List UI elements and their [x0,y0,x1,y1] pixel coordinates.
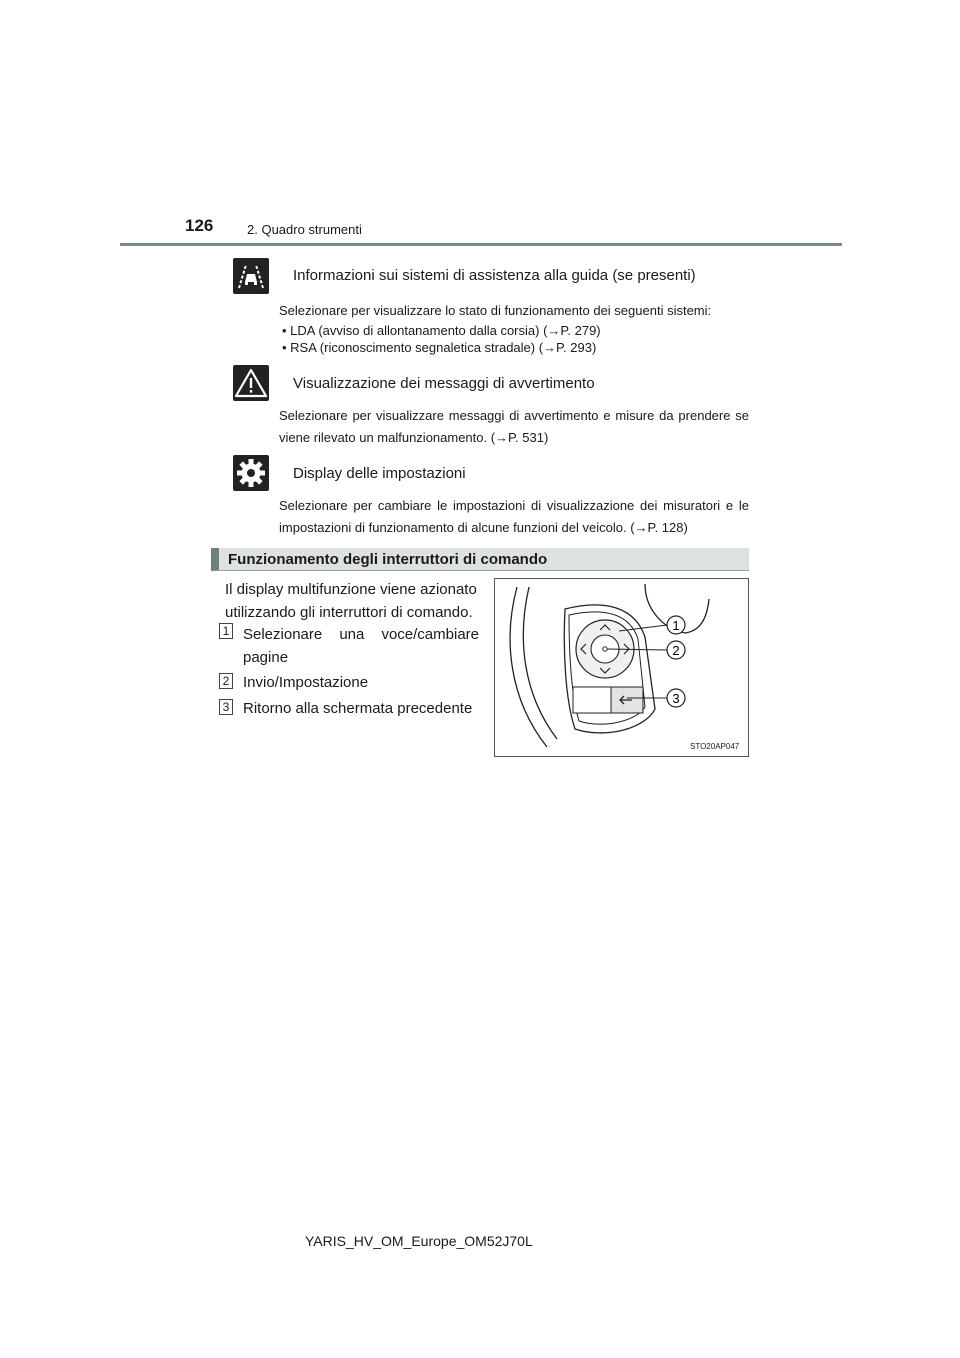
figure-code: STO20AP047 [690,742,740,751]
step-number-badge: 3 [219,699,233,715]
section-heading [211,548,749,571]
steering-switch-illustration [494,578,749,757]
footer-doc-id: YARIS_HV_OM_Europe_OM52J70L [305,1233,533,1249]
section-title: 2. Quadro strumenti [247,222,362,237]
driving-assist-icon [233,258,269,294]
warning-triangle-icon [233,365,269,401]
intro-text: Il display multifunzione viene azionato utilizzando gli interruttori di comando. [225,581,477,621]
item-desc-settings: Selezionare per cambiare le impostazioni di visualizzazione dei misuratori e le impostazioni di funzionamento di alcune funzioni del veicolo. (→P. 128) [279,498,749,535]
callout-3: 3 [672,691,680,706]
step-number-badge: 1 [219,623,233,639]
page-number: 126 [185,216,214,235]
step-label: Selezionare una voce/cambiare pagine [243,626,479,666]
item-desc-driving-assist: Selezionare per visualizzare lo stato di funzionamento dei seguenti sistemi: [279,303,712,318]
step-number-badge: 2 [219,673,233,689]
header-rule [120,243,842,246]
step-label: Ritorno alla schermata precedente [243,700,473,717]
step-label: Invio/Impostazione [243,674,369,691]
gear-icon [233,455,269,491]
item-desc-warning: Selezionare per visualizzare messaggi di avvertimento e misure da prendere se viene rilevato un malfunzionamento. (→P. 531) [279,408,749,445]
callout-2: 2 [672,643,680,658]
section-heading-text: Funzionamento degli interruttori di comando [228,551,548,568]
list-item: • LDA (avviso di allontanamento dalla corsia) (→P. 279) [282,323,601,338]
callout-1: 1 [672,618,680,633]
item-title-warning: Visualizzazione dei messaggi di avvertimento [293,375,595,392]
list-item: • RSA (riconoscimento segnaletica stradale) (→P. 293) [282,340,597,355]
bullet-list [282,322,601,356]
item-title-settings: Display delle impostazioni [293,465,466,482]
item-title-driving-assist: Informazioni sui sistemi di assistenza alla guida (se presenti) [293,267,696,284]
